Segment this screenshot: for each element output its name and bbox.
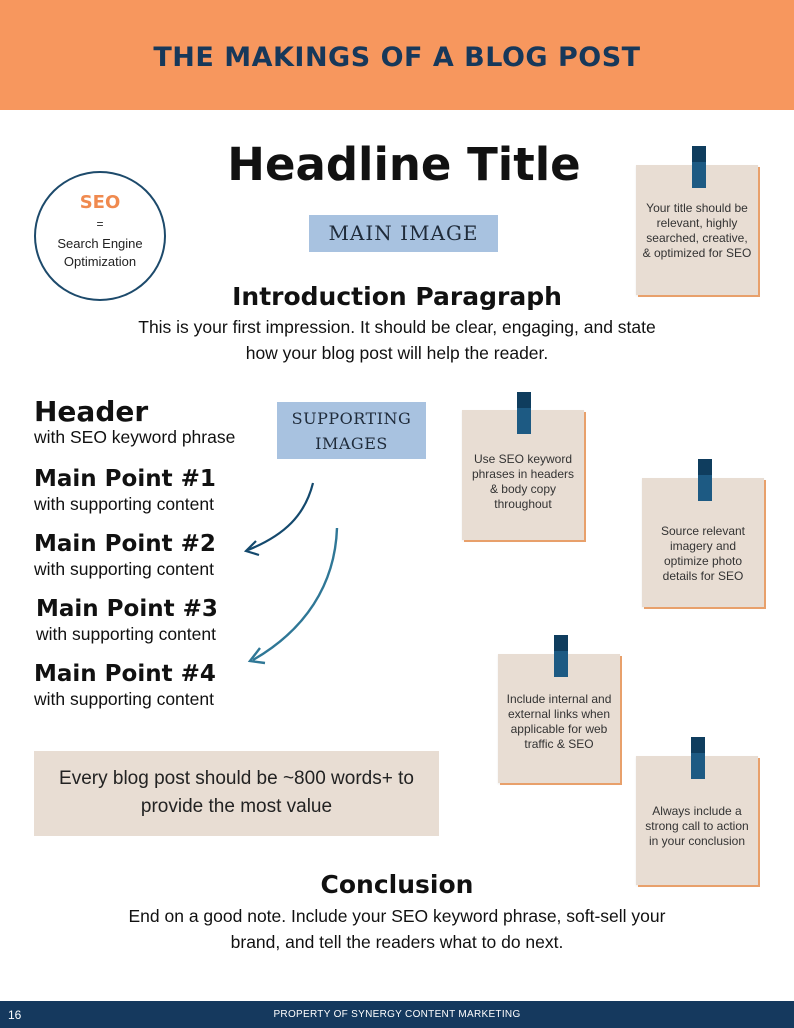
seo-expansion: Search Engine Optimization [57,236,143,269]
note-text: Use SEO keyword phrases in headers & body copy throughout [471,452,575,511]
outline-title: Main Point #1 [34,466,216,492]
seo-equals: = [96,217,104,231]
tape-icon [692,146,706,188]
arrow-to-main-point-4 [253,528,337,660]
outline-title: Header [34,395,149,428]
outline-title: Main Point #2 [34,531,216,557]
intro-text: This is your first impression. It should be clear, engaging, and state how your blog post will help the reader. [138,317,656,363]
tape-icon [554,635,568,677]
conclusion-heading: Conclusion [320,870,474,899]
tape-icon [691,737,705,779]
note-text: Source relevant imagery and optimize photo details for SEO [660,524,746,583]
arrow-head-4 [250,648,265,663]
tape-icon [517,392,531,434]
supporting-images-placeholder: SUPPORTING IMAGES [277,402,426,459]
note-text: Always include a strong call to action in your conclusion [645,804,749,848]
page-title: THE MAKINGS OF A BLOG POST [153,42,641,73]
footer-bar [0,1001,794,1028]
arrow-to-main-point-2 [248,483,313,550]
footer-text: PROPERTY OF SYNERGY CONTENT MARKETING [273,1009,521,1020]
word-count-callout: Every blog post should be ~800 words+ to provide the most value [34,751,439,836]
note-text: Your title should be relevant, highly searched, creative, & optimized for SEO [642,201,752,260]
main-image-placeholder: MAIN IMAGE [309,215,498,252]
outline-subtitle: with supporting content [34,559,214,579]
outline-subtitle: with SEO keyword phrase [34,427,236,447]
outline-subtitle: with supporting content [34,494,214,514]
outline-title: Main Point #3 [36,596,218,622]
headline-title: Headline Title [227,138,581,191]
outline-title: Main Point #4 [34,661,216,687]
outline-subtitle: with supporting content [36,624,216,644]
note-text: Include internal and external links when applicable for web traffic & SEO [506,692,612,751]
conclusion-text: End on a good note. Include your SEO keyword phrase, soft-sell your brand, and tell the readers what to do next. [128,906,666,952]
tape-icon [698,459,712,501]
intro-heading: Introduction Paragraph [232,282,562,311]
seo-abbreviation: SEO [79,192,121,213]
outline-subtitle: with supporting content [34,689,214,709]
page-number: 16 [8,1008,22,1022]
